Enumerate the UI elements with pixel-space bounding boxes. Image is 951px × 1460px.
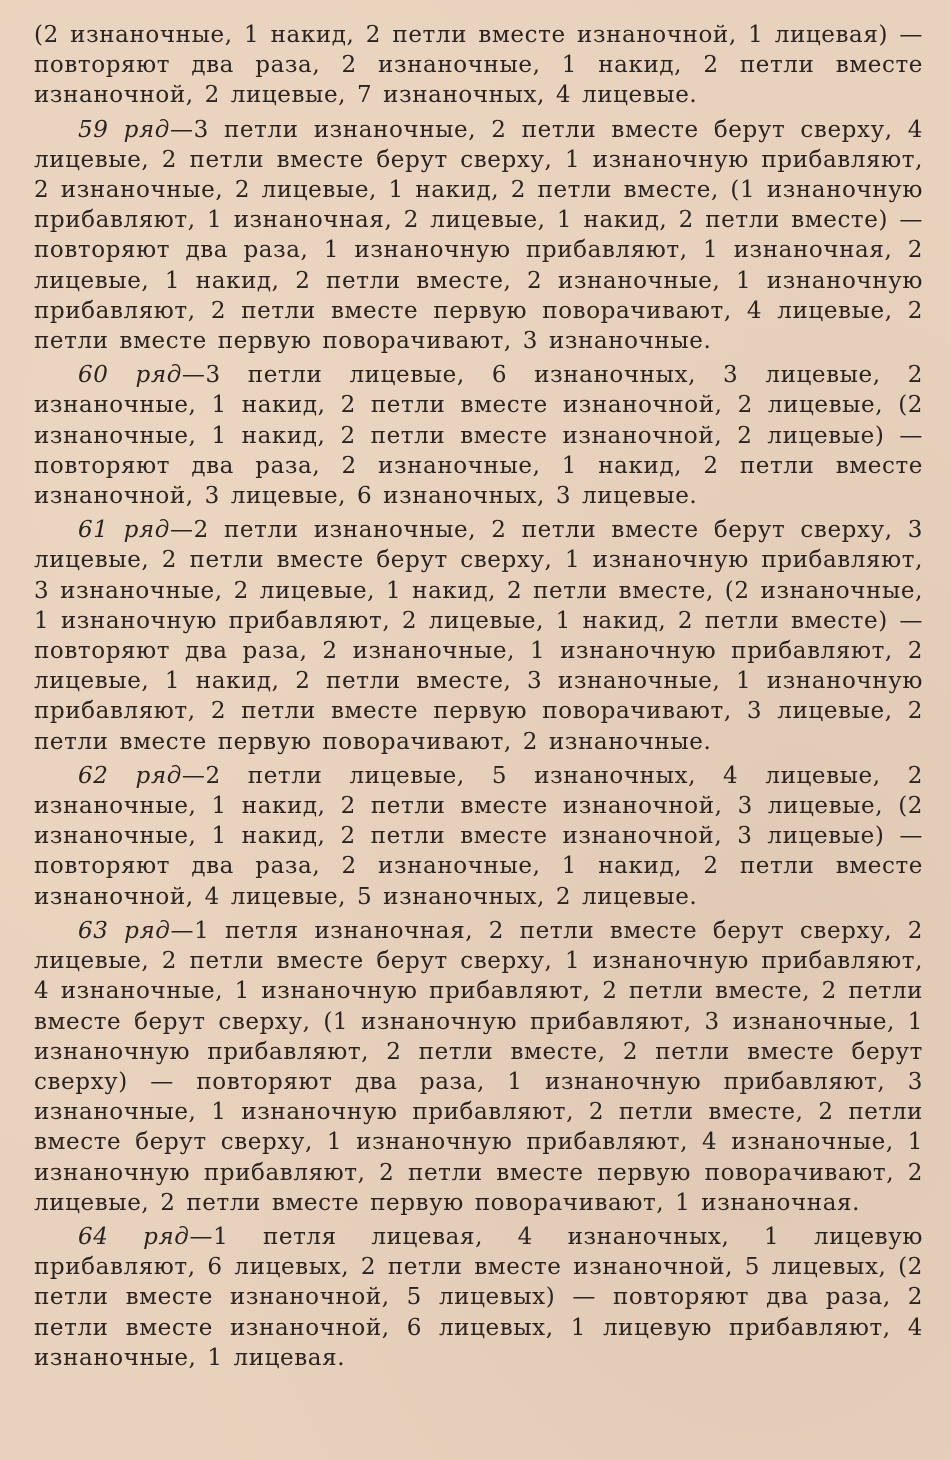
row-label: 63 ряд	[78, 917, 171, 944]
dash-separator: —	[181, 362, 206, 389]
paragraph-text: 3 петли лицевые, 6 изнаночных, 3 лицевые, 2 изнаночные, 1 накид, 2 петли вместе изнаночной, 2 лицевые, (2 изнаночные, 1 накид, 2 петли вместе изнаночной, 2 лицевые) — повторяют два раза, 2 изнаночные, 1 накид, 2 петли вместе изнаночной, 3 лицевые, 6 изнаночных, 3 лицевые.	[34, 362, 923, 510]
paragraph-text: (2 изнаночные, 1 накид, 2 петли вместе изнаночной, 1 лицевая) — повторяют два раза, 2 изнаночные, 1 накид, 2 петли вместе изнаночной, 2 лицевые, 7 изнаночных, 4 лицевые.	[34, 22, 923, 109]
row-label: 64 ряд	[78, 1223, 190, 1250]
paragraph-text: 3 петли изнаночные, 2 петли вместе берут сверху, 4 лицевые, 2 петли вместе берут сверху, 1 изнаночную прибавляют, 2 изнаночные, 2 лицевые, 1 накид, 2 петли вместе, (1 изнаночную прибавляют, 1 изнаночная, 2 лицевые, 1 накид, 2 петли вместе) — повторяют два раза, 1 изнаночную прибавляют, 1 изнаночная, 2 лицевые, 1 накид, 2 петли вместе, 2 изнаночные, 1 изнаночную прибавляют, 2 петли вместе первую поворачивают, 4 лицевые, 2 петли вместе первую поворачивают, 3 изнаночные.	[34, 116, 923, 355]
row-label: 60 ряд	[78, 362, 182, 389]
row-label: 59 ряд	[78, 116, 170, 143]
paragraph-text: 2 петли лицевые, 5 изнаночных, 4 лицевые, 2 изнаночные, 1 накид, 2 петли вместе изнаночной, 3 лицевые, (2 изнаночные, 1 накид, 2 петли вместе изнаночной, 3 лицевые) — повторяют два раза, 2 изнаночные, 1 накид, 2 петли вместе изнаночной, 4 лицевые, 5 изнаночных, 2 лицевые.	[34, 762, 923, 910]
paragraph-continuation	[34, 20, 923, 111]
dash-separator: —	[169, 116, 194, 143]
row-label: 62 ряд	[78, 762, 182, 789]
paragraph-row-59	[34, 115, 923, 357]
paragraph-row-63	[34, 916, 923, 1218]
row-label: 61 ряд	[78, 517, 170, 544]
paragraph-text: 1 петля изнаночная, 2 петли вместе берут сверху, 2 лицевые, 2 петли вместе берут сверху, 1 изнаночную прибавляют, 4 изнаночные, 1 изнаночную прибавляют, 2 петли вместе, 2 петли вместе берут сверху, (1 изнаночную прибавляют, 3 изнаночные, 1 изнаночную прибавляют, 2 петли вместе, 2 петли вместе берут сверху) — повторяют два раза, 1 изнаночную прибавляют, 3 изнаночные, 1 изнаночную прибавляют, 2 петли вместе, 2 петли вместе берут сверху, 1 изнаночную прибавляют, 4 изнаночные, 1 изнаночную прибавляют, 2 петли вместе первую поворачивают, 2 лицевые, 2 петли вместе первую поворачивают, 1 изнаночная.	[34, 917, 923, 1216]
paragraph-text: 1 петля лицевая, 4 изнаночных, 1 лицевую прибавляют, 6 лицевых, 2 петли вместе изнаночной, 5 лицевых, (2 петли вместе изнаночной, 5 лицевых) — повторяют два раза, 2 петли вместе изнаночной, 6 лицевых, 1 лицевую прибавляют, 4 изнаночные, 1 лицевая.	[34, 1223, 923, 1371]
paragraph-text: 2 петли изнаночные, 2 петли вместе берут сверху, 3 лицевые, 2 петли вместе берут сверху, 1 изнаночную прибавляют, 3 изнаночные, 2 лицевые, 1 накид, 2 петли вместе, (2 изнаночные, 1 изнаночную прибавляют, 2 лицевые, 1 накид, 2 петли вместе) — повторяют два раза, 2 изнаночные, 1 изнаночную прибавляют, 2 лицевые, 1 накид, 2 петли вместе, 3 изнаночные, 1 изнаночную прибавляют, 2 петли вместе первую поворачивают, 3 лицевые, 2 петли вместе первую поворачивают, 2 изнаночные.	[34, 517, 923, 755]
paragraph-row-61	[34, 515, 923, 757]
dash-separator: —	[189, 1223, 214, 1250]
paragraph-row-62	[34, 761, 923, 912]
dash-separator: —	[181, 762, 206, 789]
paragraph-row-64	[34, 1222, 923, 1373]
paragraph-row-60	[34, 360, 923, 511]
dash-separator: —	[169, 517, 194, 544]
dash-separator: —	[170, 917, 195, 944]
